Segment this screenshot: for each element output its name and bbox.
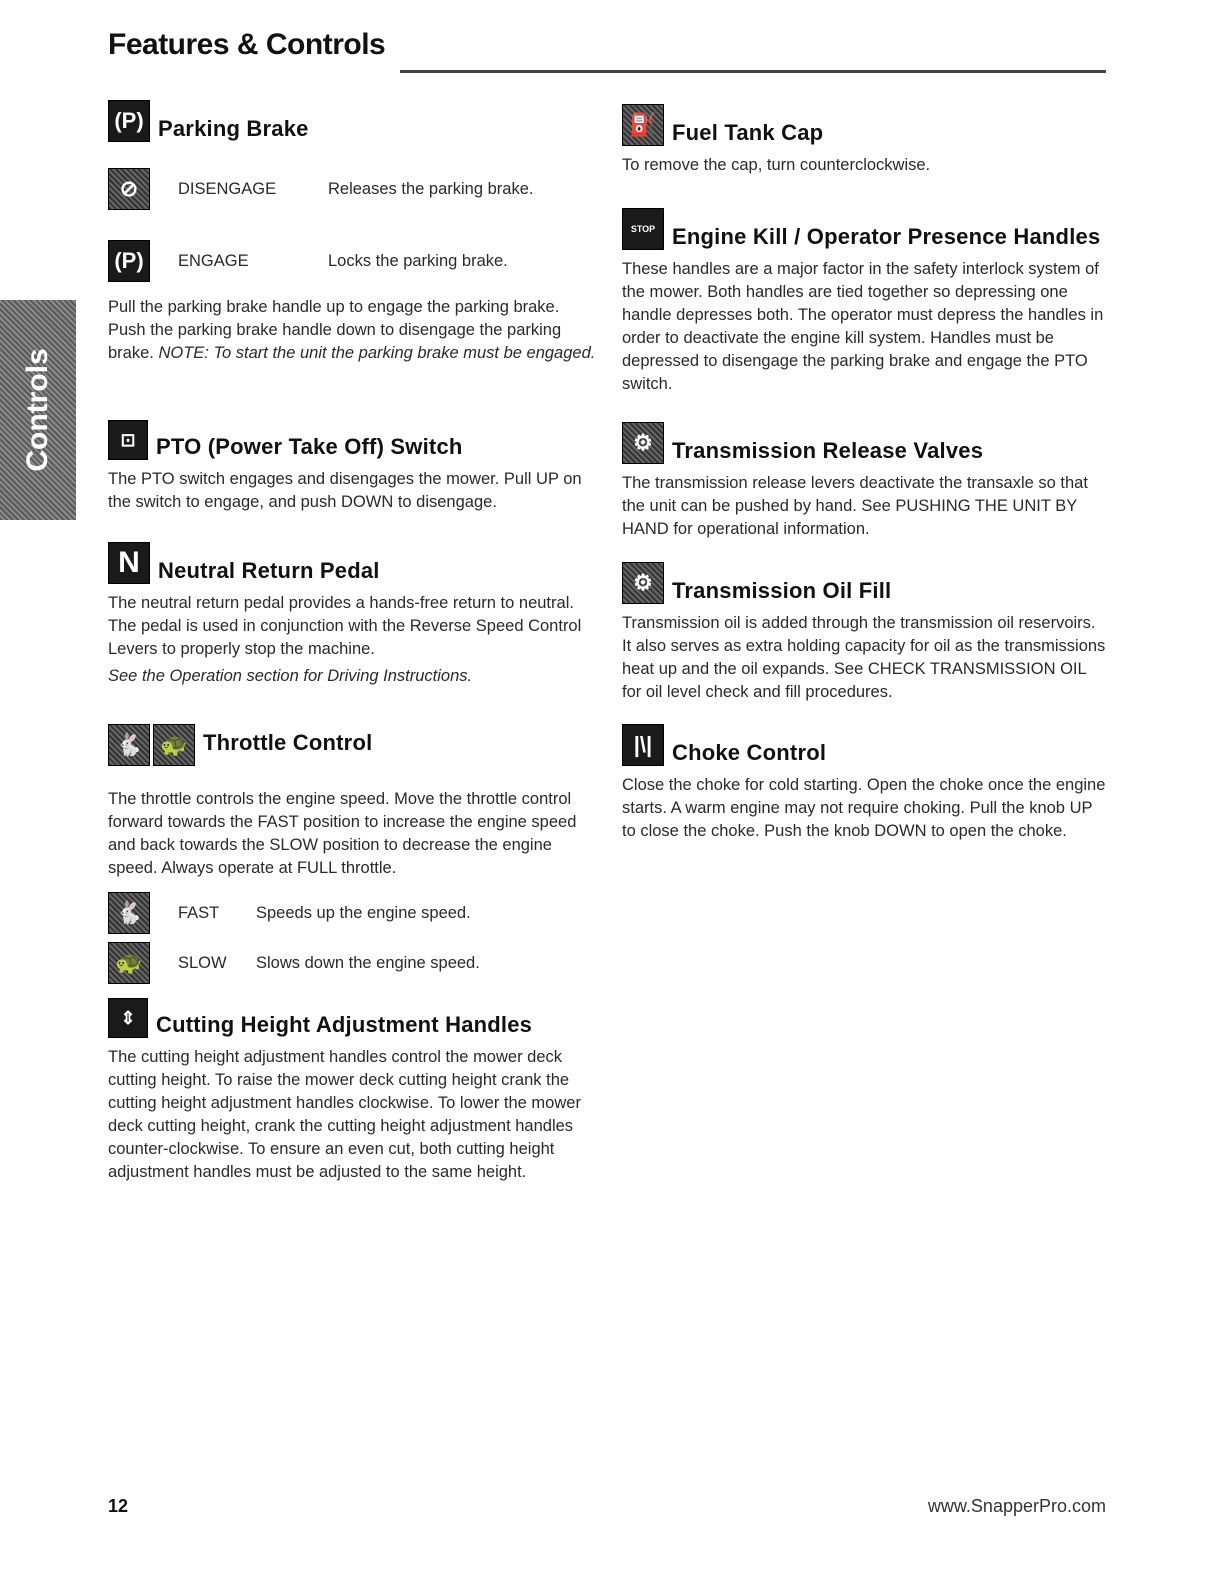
body-text: The throttle controls the engine speed. Move the throttle control forward towards the FAST position to increase the engine speed and back towards the SLOW position to decrease the engine speed. Always operate at FULL throttle.	[108, 790, 577, 877]
section-title: Choke Control	[672, 740, 827, 765]
section-title: Fuel Tank Cap	[672, 120, 824, 145]
page-number: 12	[108, 1496, 129, 1516]
body-text: Close the choke for cold starting. Open the choke once the engine starts. A warm engine may not require choking. Pull the knob UP to close the choke. Push the knob DOWN to open the choke.	[622, 776, 1106, 840]
body-text: The cutting height adjustment handles control the mower deck cutting height. To raise the mower deck cutting height crank the cutting height adjustment handles clockwise. To lower the mower deck cutting height, crank the cutting height adjustment handles counter-clockwise. To ensure an even cut, both cutting height adjustment handles must be adjusted to the same height.	[108, 1048, 581, 1181]
stop-icon: STOP	[622, 208, 664, 250]
list-item	[108, 892, 598, 934]
oil-fill-icon: ⚙	[622, 562, 664, 604]
section-throttle	[108, 724, 598, 984]
section-title: PTO (Power Take Off) Switch	[156, 434, 463, 459]
term: ENGAGE	[178, 251, 249, 270]
section-title: Throttle Control	[203, 730, 373, 755]
section-fuel-tank-cap	[622, 104, 1108, 177]
section-parking-brake	[108, 100, 598, 365]
section-title: Transmission Oil Fill	[672, 578, 892, 603]
body-text: The transmission release levers deactivate the transaxle so that the unit can be pushed by hand. See PUSHING THE UNIT BY HAND for operational information.	[622, 474, 1088, 538]
rabbit-icon: 🐇	[108, 892, 150, 934]
section-neutral-return	[108, 542, 598, 688]
body-text: Pull the parking brake handle up to engage the parking brake. Push the parking brake handle down to disengage the parking brake.	[108, 298, 562, 362]
section-engine-kill	[622, 208, 1108, 396]
choke-icon: |\|	[622, 724, 664, 766]
body-text: The PTO switch engages and disengages the mower. Pull UP on the switch to engage, and push DOWN to disengage.	[108, 470, 582, 511]
section-pto	[108, 420, 598, 514]
parking-brake-icon: (P)	[108, 100, 150, 142]
list-item	[108, 168, 598, 210]
list-item	[108, 942, 598, 984]
throttle-icons	[108, 724, 195, 766]
section-choke	[622, 724, 1108, 843]
body-text: The neutral return pedal provides a hands-free return to neutral. The pedal is used in conjunction with the Reverse Speed Control Levers to properly stop the machine.	[108, 594, 582, 658]
section-transmission-oil	[622, 562, 1108, 704]
note-text: See the Operation section for Driving Instructions.	[108, 667, 473, 685]
description: Locks the parking brake.	[328, 251, 508, 270]
body-text: To remove the cap, turn counterclockwise.	[622, 156, 931, 174]
turtle-icon: 🐢	[108, 942, 150, 984]
rabbit-icon: 🐇	[108, 724, 150, 766]
section-cutting-height	[108, 998, 598, 1184]
disengage-icon: ⊘	[108, 168, 150, 210]
term: FAST	[178, 903, 220, 922]
transmission-release-icon: ⚙	[622, 422, 664, 464]
description: Speeds up the engine speed.	[256, 903, 471, 922]
pto-icon: ⊡	[108, 420, 148, 460]
description: Slows down the engine speed.	[256, 953, 480, 972]
section-title: Neutral Return Pedal	[158, 558, 380, 583]
page-title: Features & Controls	[108, 28, 386, 61]
section-transmission-release	[622, 422, 1108, 541]
paragraph	[108, 296, 598, 365]
turtle-icon: 🐢	[153, 724, 195, 766]
neutral-icon: N	[108, 542, 150, 584]
note-text: NOTE: To start the unit the parking brake must be engaged.	[158, 344, 596, 362]
term: SLOW	[178, 953, 227, 972]
term: DISENGAGE	[178, 179, 277, 198]
section-title: Parking Brake	[158, 116, 309, 141]
side-tab-label: Controls	[21, 348, 54, 472]
footer-url: www.SnapperPro.com	[927, 1496, 1106, 1516]
title-rule	[400, 70, 1106, 73]
section-title: Engine Kill / Operator Presence Handles	[672, 224, 1101, 249]
section-title: Transmission Release Valves	[672, 438, 984, 463]
cutting-height-icon: ⇕	[108, 998, 148, 1038]
description: Releases the parking brake.	[328, 179, 534, 198]
fuel-pump-icon: ⛽	[622, 104, 664, 146]
list-item	[108, 240, 598, 282]
body-text: These handles are a major factor in the safety interlock system of the mower. Both handles are tied together so depressing one handle depresses both. The operator must depress the handles in order to deactivate the engine kill system. Handles must be depressed to disengage the parking brake and engage the PTO switch.	[622, 260, 1104, 393]
body-text: Transmission oil is added through the transmission oil reservoirs. It also serves as extra holding capacity for oil as the transmissions heat up and the oil expands. See CHECK TRANSMISSION OIL for oil level check and fill procedures.	[622, 614, 1106, 701]
section-title: Cutting Height Adjustment Handles	[156, 1012, 533, 1037]
side-tab	[0, 300, 76, 520]
engage-icon: (P)	[108, 240, 150, 282]
